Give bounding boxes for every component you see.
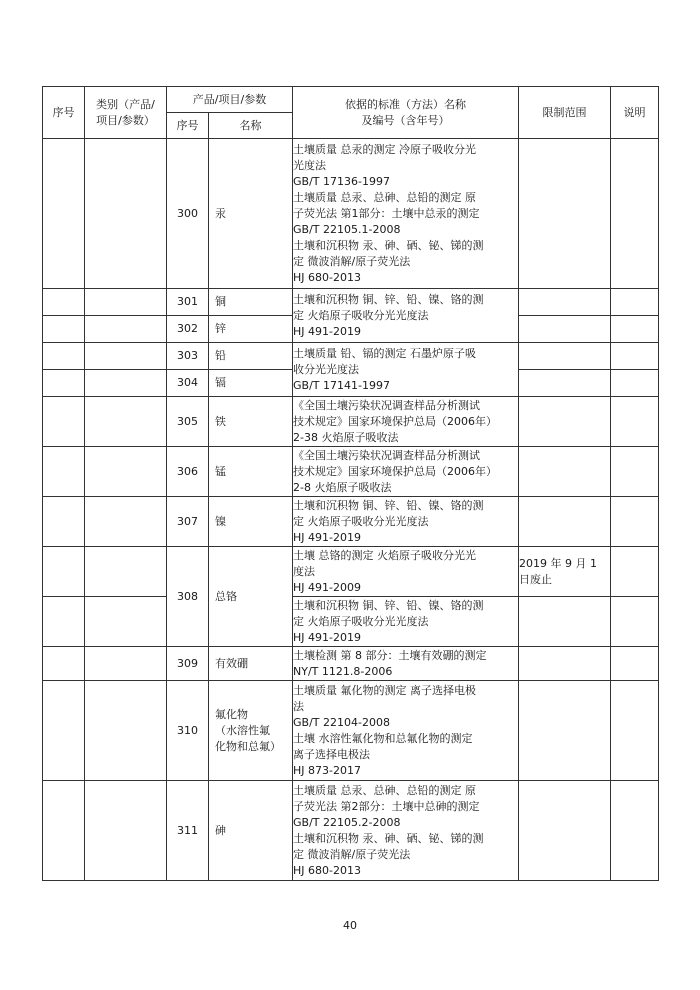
note-cell [611, 547, 659, 597]
limit-cell [519, 681, 611, 781]
standard-cell: 土壤质量 总汞、总砷、总铅的测定 原 子荧光法 第2部分：土壤中总砷的测定 GB/T 22105.2-2008 土壤和沉积物 汞、砷、硒、铋、锑的测 定 微波消解/原子荧光法 HJ 680-2013 [293, 781, 519, 881]
seq-cell [43, 597, 85, 647]
standard-cell: 土壤质量 氟化物的测定 离子选择电极 法 GB/T 22104-2008 土壤 水溶性氟化物和总氟化物的测定 离子选择电极法 HJ 873-2017 [293, 681, 519, 781]
seq-cell [43, 681, 85, 781]
note-cell [611, 397, 659, 447]
seq-cell [43, 547, 85, 597]
standard-cell: 土壤 总铬的测定 火焰原子吸收分光光 度法 HJ 491-2009 [293, 547, 519, 597]
standard-cell: 《全国土壤污染状况调查样品分析测试 技术规定》国家环境保护总局（2006年） 2-38 火焰原子吸收法 [293, 397, 519, 447]
category-cell [85, 781, 167, 881]
standard-cell: 土壤质量 总汞的测定 冷原子吸收分光 光度法 GB/T 17136-1997 土壤质量 总汞、总砷、总铅的测定 原 子荧光法 第1部分：土壤中总汞的测定 GB/T 22105.1-2008 土壤和沉积物 汞、砷、硒、铋、锑的测 定 微波消解/原子荧光法 HJ 680-2013 [293, 139, 519, 289]
table-row [43, 681, 659, 781]
item-number: 304 [167, 370, 209, 397]
note-cell [611, 289, 659, 316]
header-sub-seq: 序号 [167, 113, 209, 139]
item-name: 有效硼 [209, 647, 293, 681]
table-row [43, 647, 659, 681]
item-name: 铅 [209, 343, 293, 370]
header-product: 产品/项目/参数 [167, 87, 293, 113]
item-number: 303 [167, 343, 209, 370]
header-seq: 序号 [43, 87, 85, 139]
limit-cell [519, 647, 611, 681]
limit-cell [519, 497, 611, 547]
item-number: 305 [167, 397, 209, 447]
category-cell [85, 681, 167, 781]
limit-cell [519, 289, 611, 316]
limit-cell [519, 370, 611, 397]
item-number: 306 [167, 447, 209, 497]
seq-cell [43, 497, 85, 547]
table-row [43, 139, 659, 289]
category-cell [85, 597, 167, 647]
note-cell [611, 343, 659, 370]
note-cell [611, 681, 659, 781]
note-cell [611, 497, 659, 547]
seq-cell [43, 343, 85, 370]
item-number: 309 [167, 647, 209, 681]
category-cell [85, 647, 167, 681]
limit-cell [519, 139, 611, 289]
table-row [43, 447, 659, 497]
item-number: 311 [167, 781, 209, 881]
item-number: 310 [167, 681, 209, 781]
item-number: 302 [167, 316, 209, 343]
header-limit: 限制范围 [519, 87, 611, 139]
note-cell [611, 447, 659, 497]
page-number: 40 [343, 919, 357, 932]
table-row [43, 343, 659, 370]
item-name: 氟化物 （水溶性氟 化物和总氟） [209, 681, 293, 781]
note-cell [611, 370, 659, 397]
note-cell [611, 597, 659, 647]
item-name: 汞 [209, 139, 293, 289]
table-row [43, 497, 659, 547]
standard-cell: 土壤检测 第 8 部分：土壤有效硼的测定 NY/T 1121.8-2006 [293, 647, 519, 681]
item-name: 镉 [209, 370, 293, 397]
category-cell [85, 289, 167, 316]
item-number: 300 [167, 139, 209, 289]
item-number: 301 [167, 289, 209, 316]
header-category: 类别（产品/ 项目/参数） [85, 87, 167, 139]
item-name: 砷 [209, 781, 293, 881]
item-name: 镍 [209, 497, 293, 547]
item-number: 307 [167, 497, 209, 547]
limit-cell [519, 447, 611, 497]
item-name: 总铬 [209, 547, 293, 647]
category-cell [85, 497, 167, 547]
category-cell [85, 139, 167, 289]
standard-cell: 土壤和沉积物 铜、锌、铅、镍、铬的测 定 火焰原子吸收分光光度法 HJ 491-2019 [293, 289, 519, 343]
category-cell [85, 397, 167, 447]
table-row [43, 397, 659, 447]
header-sub-name: 名称 [209, 113, 293, 139]
category-cell [85, 343, 167, 370]
standard-cell: 土壤和沉积物 铜、锌、铅、镍、铬的测 定 火焰原子吸收分光光度法 HJ 491-2019 [293, 497, 519, 547]
seq-cell [43, 447, 85, 497]
table-row [43, 597, 659, 647]
standard-cell: 土壤质量 铅、镉的测定 石墨炉原子吸 收分光光度法 GB/T 17141-1997 [293, 343, 519, 397]
seq-cell [43, 781, 85, 881]
note-cell [611, 316, 659, 343]
seq-cell [43, 647, 85, 681]
header-note: 说明 [611, 87, 659, 139]
category-cell [85, 547, 167, 597]
seq-cell [43, 370, 85, 397]
standard-cell: 土壤和沉积物 铜、锌、铅、镍、铬的测 定 火焰原子吸收分光光度法 HJ 491-2019 [293, 597, 519, 647]
limit-cell [519, 597, 611, 647]
limit-cell [519, 397, 611, 447]
limit-cell [519, 316, 611, 343]
table-row [43, 289, 659, 316]
item-number: 308 [167, 547, 209, 647]
standard-cell: 《全国土壤污染状况调查样品分析测试 技术规定》国家环境保护总局（2006年） 2-8 火焰原子吸收法 [293, 447, 519, 497]
header-standard: 依据的标准（方法）名称 及编号（含年号） [293, 87, 519, 139]
category-cell [85, 447, 167, 497]
limit-cell: 2019 年 9 月 1 日废止 [519, 547, 611, 597]
limit-cell [519, 343, 611, 370]
category-cell [85, 316, 167, 343]
standards-table [42, 86, 659, 881]
limit-cell [519, 781, 611, 881]
category-cell [85, 370, 167, 397]
item-name: 铁 [209, 397, 293, 447]
note-cell [611, 781, 659, 881]
table-row [43, 547, 659, 597]
seq-cell [43, 316, 85, 343]
note-cell [611, 647, 659, 681]
table-row [43, 781, 659, 881]
item-name: 铜 [209, 289, 293, 316]
note-cell [611, 139, 659, 289]
item-name: 锌 [209, 316, 293, 343]
seq-cell [43, 397, 85, 447]
item-name: 锰 [209, 447, 293, 497]
seq-cell [43, 139, 85, 289]
seq-cell [43, 289, 85, 316]
